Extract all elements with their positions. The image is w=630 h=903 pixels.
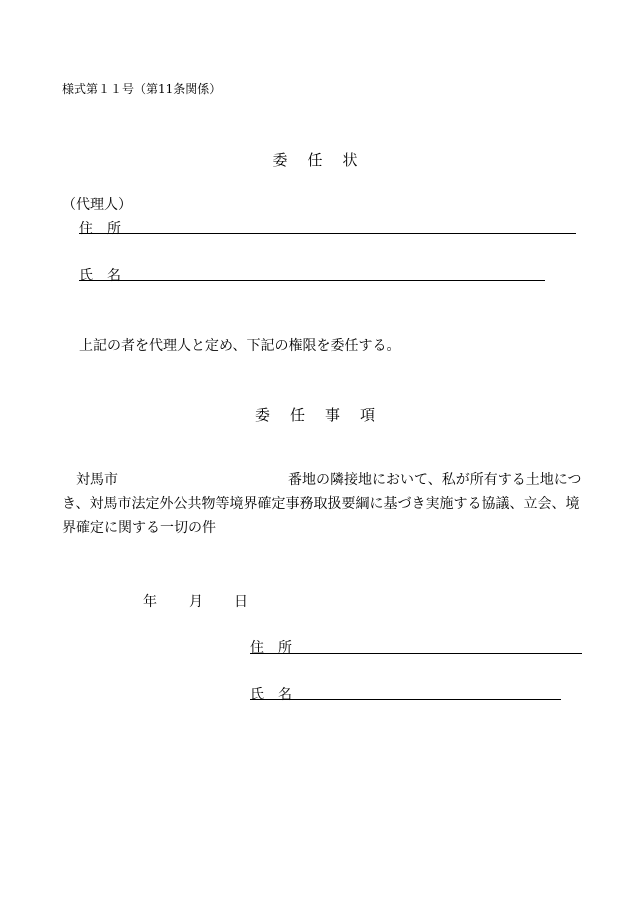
principal-name-label: 氏 名 xyxy=(250,687,292,703)
date-month: 月 xyxy=(189,594,203,610)
agent-address-field[interactable] xyxy=(79,233,576,234)
agent-heading: （代理人） xyxy=(62,197,132,213)
principal-name-field[interactable] xyxy=(250,699,561,700)
document-title xyxy=(0,149,630,170)
agent-address-label: 住 所 xyxy=(79,221,121,237)
matters-title-char: 委 xyxy=(254,406,270,424)
matters-city: 対馬市 xyxy=(76,472,118,488)
matters-text: 番地の隣接地において、私が所有する土地につき、対馬市法定外公共物等境界確定事務取扱要綱に基づき実施する協議、立会、境界確定に関する一切の件 xyxy=(62,472,582,536)
date-year: 年 xyxy=(143,594,157,610)
matters-paragraph xyxy=(62,468,582,540)
title-char: 状 xyxy=(342,151,358,169)
form-number: 様式第１１号（第11条関係） xyxy=(62,82,222,96)
matters-title-char: 項 xyxy=(360,406,376,424)
matters-title-char: 任 xyxy=(289,406,305,424)
matters-title-char: 事 xyxy=(325,406,341,424)
principal-address-label: 住 所 xyxy=(250,640,292,656)
date-day: 日 xyxy=(234,594,248,610)
title-char: 任 xyxy=(307,151,323,169)
matters-title xyxy=(0,404,630,425)
principal-address-field[interactable] xyxy=(250,653,582,654)
title-char: 委 xyxy=(272,151,288,169)
intro-text: 上記の者を代理人と定め、下記の権限を委任する。 xyxy=(79,338,401,354)
agent-name-field[interactable] xyxy=(79,280,545,281)
agent-name-label: 氏 名 xyxy=(79,268,121,284)
